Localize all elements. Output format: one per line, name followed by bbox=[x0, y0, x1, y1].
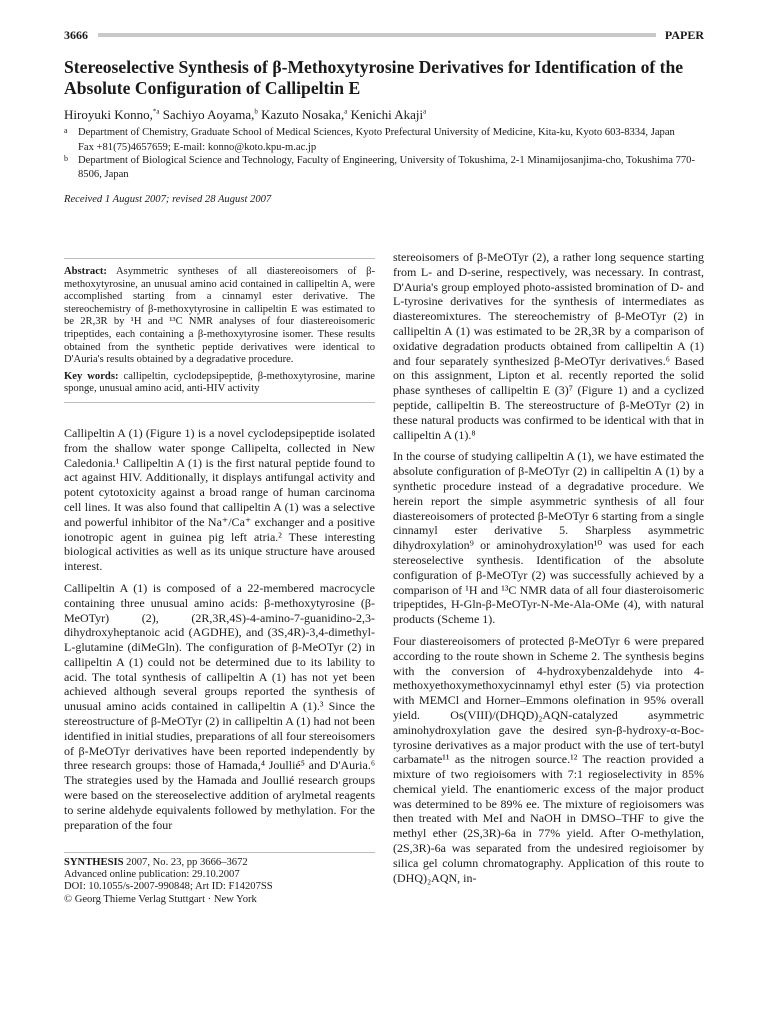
keywords: Key words: callipeltin, cyclodepsipeptide, β-methoxytyrosine, marine sponge, unusual amino acid, anti-HIV activity bbox=[64, 370, 375, 395]
contact-info: Fax +81(75)4657659; E-mail: konno@koto.kpu-m.ac.jp bbox=[78, 141, 317, 153]
abstract: Abstract: Asymmetric syntheses of all diastereoisomers of β-methoxytyrosine, an unusual amino acid contained in callipeltin A, were accomplished starting from a cinnamyl ester derivative. The stereochemistry of β-methoxytyrosine in callipeltin E was estimated to be 2R,3R by ¹H and ¹³C NMR analyses of four diastereoisomeric tripeptides, each containing a β-methoxytyrosine isomer. These results obtained from the synthetic peptide derivatives were identical to D'Auria's results obtained by a degradative procedure. bbox=[64, 266, 375, 366]
author: Kenichi Akaji$^a$ bbox=[350, 107, 427, 122]
section-label: PAPER bbox=[664, 28, 704, 42]
body-paragraph: Four diastereoisomers of protected β-MeOTyr 6 were prepared according to the route shown in Scheme 2. The synthesis begins with the conversion of 4-hydroxybenzaldehyde into 4-methoxyethoxymethoxycinnamyl ethyl ester (5) via protection with MEMCl and Horner–Emmons olefination in 95% overall yield. Os(VIII)/(DHQD)₂AQN-catalyzed asymmetric aminohydroxylation gave the desired syn-β-hydroxy-α-Boc-tyrosine derivatives as a major product with the use of tert-butyl carbamate¹¹ as the nitrogen source.¹² The reaction provided a mixture of two regioisomers with 7:1 regioselectivity in 85% chemical yield. The enantiomeric excess of the major product was determined to be 89% ee. The mixture of regioisomers was then treated with MeI and NaOH in DMSO–THF to give the methyl ether (2S,3R)-6a in 77% yield. After O-methylation, (2S,3R)-6a was separated from the undesired regioisomer by silica gel column chromatography. Application of this route to (DHQ)₂AQN, in- bbox=[393, 633, 704, 885]
author-list bbox=[64, 107, 714, 123]
author: Sachiyo Aoyama,$^b$ bbox=[162, 107, 258, 122]
received-date: Received 1 August 2007; revised 28 August 2007 bbox=[64, 194, 272, 205]
body-paragraph: In the course of studying callipeltin A (1), we have estimated the absolute configuration of β-MeOTyr (2) in callipeltin A (1) by a synthetic procedure instead of a degradative procedure. We herein report the simple asymmetric synthesis of all four diastereoisomers of protected β-MeOTyr 6 starting from a single cinnamyl ester derivative 5. Sharpless asymmetric dihydroxylation⁹ or aminohydroxylation¹⁰ was used for each stereoselective synthesis. Identification of the absolute configuration of β-MeOTyr (2) was successfully achieved by a comparison of ¹H and ¹³C NMR data of all four diasteroisomeric tripeptides, H-Gln-β-MeOTyr-N-Me-Ala-OMe (4), with natural products (Scheme 1). bbox=[393, 449, 704, 627]
copyright: © Georg Thieme Verlag Stuttgart · New York bbox=[64, 893, 257, 905]
abstract-bottom-rule bbox=[64, 402, 375, 403]
left-column bbox=[64, 258, 375, 839]
affiliation: b Department of Biological Science and Technology, Faculty of Engineering, University of Tokushima, 2-1 Minamijosanjima-cho, Tokushima 770-8506, Japan bbox=[64, 154, 695, 180]
page-number: 3666 bbox=[64, 28, 88, 42]
article-title: Stereoselective Synthesis of β-Methoxytyrosine Derivatives for Identification of the Absolute Configuration of Callipeltin E bbox=[64, 57, 684, 98]
doi: DOI: 10.1055/s-2007-990848; Art ID: F14207SS bbox=[64, 881, 273, 893]
body-paragraph: Callipeltin A (1) is composed of a 22-membered macrocycle containing three unusual amino acids: β-methoxytyrosine (β-MeOTyr) (2), (2R,3R,4S)-4-amino-7-guanidino-2,3-dihydroxyheptanoic acid (AGDHE), and (3S,4R)-3,4-dimethyl-L-glutamine (diMeGln). The configuration of β-MeOTyr (2) in callipeltin A (1) could not be determined due to its lability to acid. The total synthesis of callipeltin A (1) has not yet been achieved although several groups reported the synthesis of unusual amino acids contained in callipeltin A (1).³ Since the stereostructure of β-MeOTyr (2) in callipeltin A (1) had not been identified in initial studies, preparations of all four stereoisomers of β-MeOTyr derivatives have been reported independently by three research groups: those of Hamada,⁴ Joullié⁵ and D'Auria.⁶ The strategies used by the Hamada and Joullié research groups were based on the stereoselective addition of arylmetal reagents to serine aldehyde equivalents followed by methylation. For the preparation of the four bbox=[64, 580, 375, 832]
affiliations bbox=[64, 126, 714, 182]
abstract-block bbox=[64, 266, 375, 396]
body-paragraph: Callipeltin A (1) (Figure 1) is a novel cyclodepsipeptide isolated from the shallow water sponge Callipelta, collected in New Caledonia.¹ Callipeltin A (1) is the first natural peptide found to act against HIV. Additionally, it displays antifungal activity and potent cytotoxicity against a broad range of human carcinoma cell lines. It was also found that callipeltin A (1) was a selective and powerful inhibitor of the Na⁺/Ca⁺ exchanger and a positive ionotropic agent in guinea pig left atria.² These interesting biological activities as well as its unique structure have aroused interest. bbox=[64, 425, 375, 574]
affiliation: a Department of Chemistry, Graduate School of Medical Sciences, Kyoto Prefectural University of Medicine, Kita-ku, Kyoto 603-8334, Japan bbox=[64, 126, 675, 138]
right-column bbox=[393, 250, 704, 892]
author: Kazuto Nosaka,$^a$ bbox=[261, 107, 348, 122]
online-date: Advanced online publication: 29.10.2007 bbox=[64, 869, 240, 881]
journal-footer bbox=[64, 852, 375, 906]
abstract-top-rule bbox=[64, 258, 375, 259]
journal-name: SYNTHESIS bbox=[64, 857, 124, 868]
body-paragraph: stereoisomers of β-MeOTyr (2), a rather long sequence starting from L- and D-serine, respectively, was necessary. In contrast, D'Auria's group employed photo-assisted bromination of D- and L-tyrosine derivatives for the synthesis of intermediates as diastereomixtures. The stereochemistry of β-MeOTyr (2) in callipeltin A (1) was estimated to be 2R,3R by a comparison of oxidative degradation products obtained from callipeltin A (1) and four separately synthesized β-MeOTyr derivatives.⁶ Based on this assignment, Lipton et al. recently reported the solid phase syntheses of callipeltin E (3)⁷ (Figure 1) and a cyclized peptide, callipeltin B. The stereostructure of β-MeOTyr (2) in these natural products was confirmed to be identical with that in callipeltin A (1).⁸ bbox=[393, 250, 704, 442]
header-rule bbox=[98, 33, 656, 37]
citation: 2007, No. 23, pp 3666–3672 bbox=[126, 857, 248, 868]
author: Hiroyuki Konno,$^{*a}$ bbox=[64, 107, 160, 122]
page-header bbox=[64, 28, 704, 42]
